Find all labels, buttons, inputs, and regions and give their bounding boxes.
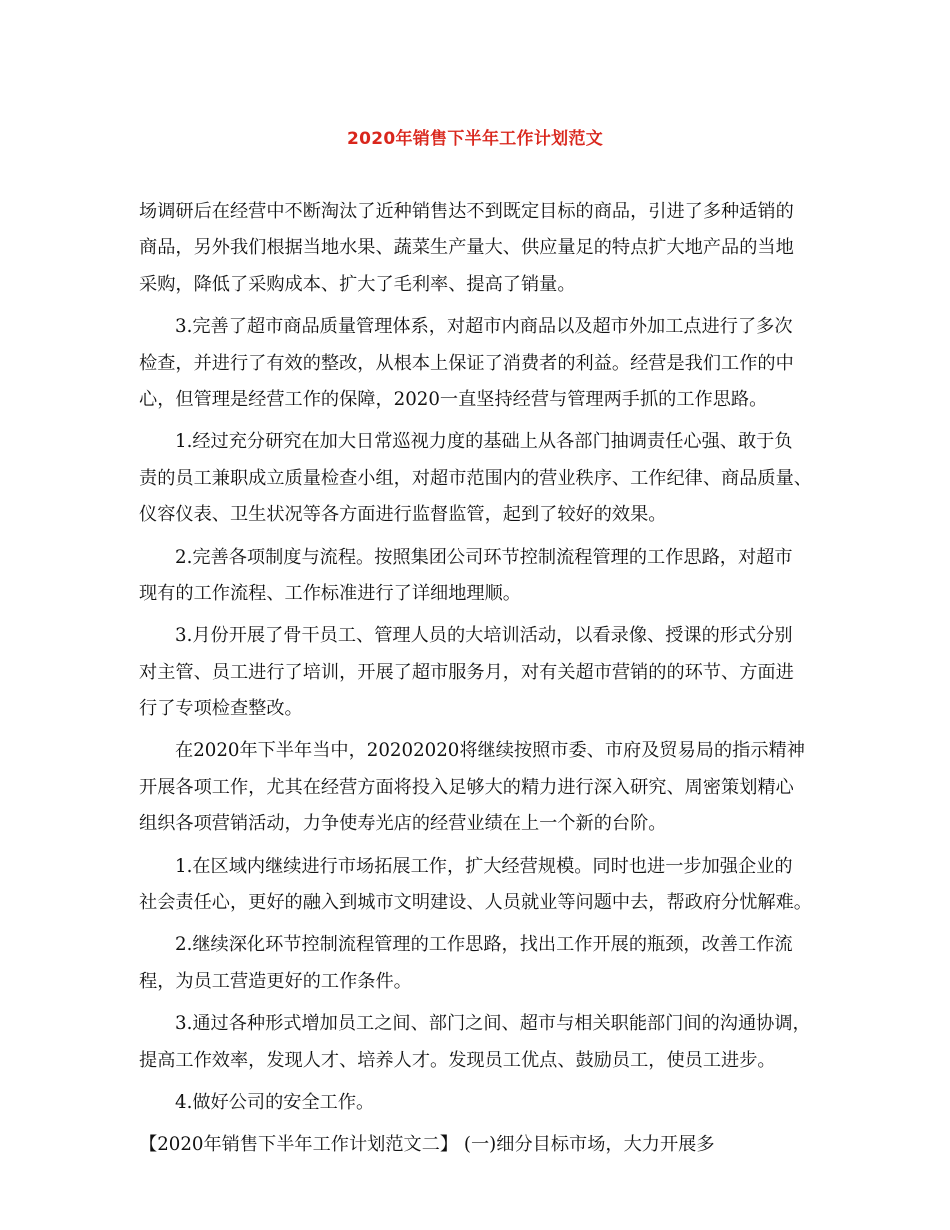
- paragraph: [139, 424, 829, 533]
- paragraph: [139, 849, 829, 922]
- paragraph: [139, 540, 829, 613]
- paragraph-line: 1.在区域内继续进行市场拓展工作，扩大经营规模。同时也进一步加强企业的: [175, 855, 793, 877]
- paragraph-line: 仪容仪表、卫生状况等各方面进行监督监管，起到了较好的效果。: [139, 504, 667, 526]
- paragraph-line: 场调研后在经营中不断淘汰了近种销售达不到既定目标的商品，引进了多种适销的: [139, 201, 794, 222]
- paragraph-line: 心，但管理是经营工作的保障，2020一直坚持经营与管理两手抓的工作思路。: [139, 388, 768, 410]
- paragraph-line: 1.经过充分研究在加大日常巡视力度的基础上从各部门抽调责任心强、敢于负: [175, 431, 793, 453]
- paragraph-line: 对主管、员工进行了培训，开展了超市服务月，对有关超市营销的的环节、方面进: [139, 661, 794, 683]
- paragraph-line: 商品，另外我们根据当地水果、蔬菜生产量大、供应量足的特点扩大地产品的当地: [139, 237, 794, 259]
- paragraph: [139, 927, 829, 1000]
- paragraph-line: 3.月份开展了骨干员工、管理人员的大培训活动，以看录像、授课的形式分别: [175, 625, 793, 647]
- paragraph: [139, 309, 829, 418]
- paragraph-line: 3.完善了超市商品质量管理体系，对超市内商品以及超市外加工点进行了多次: [175, 316, 793, 338]
- paragraph-line: 行了专项检查整改。: [139, 698, 303, 720]
- paragraph-line: 组织各项营销活动，力争使寿光店的经营业绩在上一个新的台阶。: [139, 813, 667, 835]
- paragraph: [139, 1085, 829, 1121]
- paragraph-line: 2.继续深化环节控制流程管理的工作思路，找出工作开展的瓶颈，改善工作流: [175, 934, 793, 956]
- paragraph-line: 责的员工兼职成立质量检查小组，对超市范围内的营业秩序、工作纪律、商品质量、: [139, 467, 812, 489]
- document-title: 2020年销售下半年工作计划范文: [346, 129, 604, 149]
- paragraph-line: 开展各项工作，尤其在经营方面将投入足够大的精力进行深入研究、周密策划精心: [139, 776, 794, 798]
- paragraph-line: 程，为员工营造更好的工作条件。: [139, 970, 412, 992]
- paragraph: [139, 1006, 829, 1079]
- document-body: [139, 194, 829, 1170]
- paragraph-line: 采购，降低了采购成本、扩大了毛利率、提高了销量。: [139, 273, 576, 295]
- paragraph-line: 【2020年销售下半年工作计划范文二】 (一)细分目标市场，大力开展多: [139, 1134, 715, 1156]
- paragraph: [139, 733, 829, 842]
- paragraph: [139, 1127, 829, 1163]
- paragraph-line: 检查，并进行了有效的整改，从根本上保证了消费者的利益。经营是我们工作的中: [139, 352, 794, 374]
- paragraph: [139, 194, 829, 303]
- paragraph-line: 提高工作效率，发现人才、培养人才。发现员工优点、鼓励员工，使员工进步。: [139, 1049, 776, 1071]
- paragraph-line: 3.通过各种形式增加员工之间、部门之间、超市与相关职能部门间的沟通协调，: [175, 1013, 811, 1035]
- paragraph-line: 在2020年下半年当中，20202020将继续按照市委、市府及贸易局的指示精神: [175, 740, 805, 762]
- paragraph: [139, 618, 829, 727]
- paragraph-line: 2.完善各项制度与流程。按照集团公司环节控制流程管理的工作思路，对超市: [175, 546, 793, 568]
- paragraph-line: 现有的工作流程、工作标准进行了详细地理顺。: [139, 582, 521, 604]
- paragraph-line: 社会责任心，更好的融入到城市文明建设、人员就业等问题中去，帮政府分忧解难。: [139, 892, 812, 914]
- paragraph-line: 4.做好公司的安全工作。: [175, 1091, 375, 1113]
